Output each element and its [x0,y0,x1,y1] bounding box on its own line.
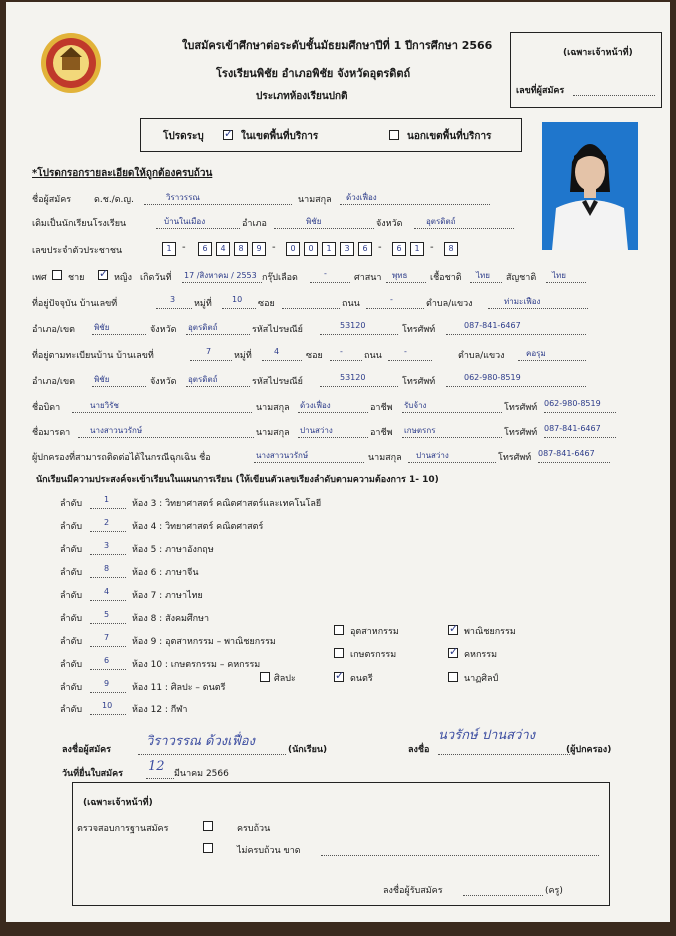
mother-job-label: อาชีพ [370,428,393,438]
pref-rank-line [90,623,126,624]
religion-line [386,282,426,283]
out-zone-label: นอกเขตพื้นที่บริการ [407,131,492,142]
pref-room: ห้อง 6 : ภาษาจีน [132,568,199,578]
father-surname-value[interactable]: ด้วงเฟื่อง [300,401,331,410]
mother-label: ชื่อมารดา [32,428,71,438]
pref-rank-value[interactable]: 6 [104,656,110,665]
applicant-signature-line [138,754,286,755]
father-phone-value[interactable]: 062-980-8519 [544,399,601,408]
receiver-role: (ครู) [545,886,563,896]
guardian-phone-label: โทรศัพท์ [498,453,532,463]
registered-moo-value[interactable]: 4 [274,347,280,356]
current-soi-line [282,308,340,309]
pref-rank-line [90,692,126,693]
official-use-box [72,782,610,906]
current-amphoe-line [92,334,146,335]
current-province-line [186,334,250,335]
id-digit[interactable]: 6 [392,242,406,256]
applicant-no-field[interactable] [573,95,655,96]
id-dash: - [378,242,382,253]
father-phone-line [544,412,616,413]
pref-order-label: ลำดับ [60,705,83,715]
first-name-value[interactable]: วิราวรรณ [166,193,200,202]
current-soi-label: ซอย [258,299,275,309]
art-checkbox[interactable] [260,672,270,682]
home-economics-label: คหกรรม [464,650,498,660]
pref-rank-value[interactable]: 10 [102,701,113,710]
submit-day-line [146,778,174,779]
art-label: ศิลปะ [274,674,296,684]
instructions: *โปรดกรอกรายละเอียดให้ถูกต้องครบถ้วน [32,168,213,179]
dance-label: นาฏศิลป์ [464,674,499,684]
mother-phone-label: โทรศัพท์ [504,428,538,438]
parent-signature-label: ลงชื่อ [408,745,430,755]
current-moo-value[interactable]: 10 [232,295,243,304]
current-tambon-value[interactable]: ท่ามะเฟือง [504,297,541,306]
mother-surname-label: นามสกุล [256,428,290,438]
pref-room: ห้อง 4 : วิทยาศาสตร์ คณิตศาสตร์ [132,522,264,532]
prev-district-label: อำเภอ [242,219,267,229]
current-postal-label: รหัสไปรษณีย์ [252,325,303,335]
id-dash: - [272,242,276,253]
father-name-line [72,412,252,413]
in-zone-label: ในเขตพื้นที่บริการ [241,131,319,142]
registered-postal-line [320,386,398,387]
home-economics-checkbox[interactable] [448,648,458,658]
current-road-value[interactable]: - [390,295,393,304]
registered-tambon-line [518,360,586,361]
pref-order-label: ลำดับ [60,614,83,624]
blood-value[interactable]: - [324,269,327,278]
pref-order-label: ลำดับ [60,499,83,509]
id-digit[interactable]: 1 [162,242,176,256]
registered-amphoe-value[interactable]: พิชัย [94,375,110,384]
registered-house-line [190,360,232,361]
current-amphoe-label: อำเภอ/เขต [32,325,75,335]
applicant-photo [542,122,638,250]
current-postal-line [320,334,398,335]
pref-rank-value[interactable]: 8 [104,564,110,573]
mother-name-value[interactable]: นางสาวนวรักษ์ [90,426,143,435]
current-amphoe-value[interactable]: พิชัย [94,323,110,332]
first-name-line [144,204,292,205]
pref-room: ห้อง 8 : สังคมศึกษา [132,614,210,624]
father-job-line [402,412,502,413]
id-digit[interactable]: 0 [304,242,318,256]
dance-checkbox[interactable] [448,672,458,682]
female-checkbox[interactable] [98,270,108,280]
complete-checkbox[interactable] [203,821,213,831]
religion-value[interactable]: พุทธ [392,271,408,280]
submit-date-rest: มีนาคม 2566 [174,769,229,779]
pref-rank-line [90,646,126,647]
id-digit[interactable]: 8 [444,242,458,256]
id-digit[interactable]: 6 [198,242,212,256]
registered-road-value[interactable]: - [404,347,407,356]
pref-room: ห้อง 11 : ศิลปะ – ดนตรี [132,683,226,693]
registered-amphoe-line [92,386,146,387]
mother-name-line [78,437,254,438]
pref-order-label: ลำดับ [60,545,83,555]
guardian-surname-value[interactable]: ปานสว่าง [416,451,449,460]
race-line [470,282,502,283]
current-postal-value[interactable]: 53120 [340,321,366,330]
registered-amphoe-label: อำเภอ/เขต [32,377,75,387]
id-digit[interactable]: 6 [358,242,372,256]
receiver-label: ลงชื่อผู้รับสมัคร [383,886,443,896]
school-name: โรงเรียนพิชัย อำเภอพิชัย จังหวัดอุตรดิตถ์ [216,67,411,80]
pref-rank-line [90,577,126,578]
prefix-label: ด.ช./ด.ญ. [94,195,134,205]
registered-soi-label: ซอย [306,351,323,361]
pref-order-label: ลำดับ [60,568,83,578]
pref-order-label: ลำดับ [60,660,83,670]
registered-road-label: ถนน [364,351,382,361]
nation-value[interactable]: ไทย [552,271,566,280]
complete-label: ครบถ้วน [237,824,271,834]
current-phone-value[interactable]: 087-841-6467 [464,321,521,330]
prev-district-value[interactable]: พิชัย [306,217,322,226]
pref-rank-value[interactable]: 9 [104,679,110,688]
parent-signature[interactable]: นวรักษ์ ปานสว่าง [438,728,536,743]
birth-label: เกิดวันที่ [140,273,172,283]
agriculture-checkbox[interactable] [334,648,344,658]
mother-job-line [402,437,502,438]
commerce-label: พาณิชยกรรม [464,627,516,637]
current-moo-line [222,308,256,309]
registered-phone-line [446,386,586,387]
registered-tambon-label: ตำบล/แขวง [458,351,505,361]
industry-label: อุตสาหกรรม [350,627,399,637]
current-address-label: ที่อยู่ปัจจุบัน บ้านเลขที่ [32,299,118,309]
id-digit[interactable]: 8 [234,242,248,256]
current-road-line [366,308,424,309]
pref-rank-value[interactable]: 7 [104,633,110,642]
registered-tambon-value[interactable]: คอรุม [526,349,546,358]
pref-order-label: ลำดับ [60,637,83,647]
class-type: ประเภทห้องเรียนปกติ [256,91,348,102]
birth-value[interactable]: 17 /สิงหาคม / 2553 [184,271,257,280]
father-label: ชื่อบิดา [32,403,61,413]
pref-rank-line [90,669,126,670]
registered-soi-line [330,360,362,361]
current-tambon-label: ตำบล/แขวง [426,299,473,309]
guardian-phone-value[interactable]: 087-841-6467 [538,449,595,458]
female-label: หญิง [114,273,132,283]
guardian-name-line [254,462,364,463]
id-dash: - [430,242,434,253]
receiver-signature-field[interactable] [463,895,543,896]
pref-order-label: ลำดับ [60,591,83,601]
registered-postal-label: รหัสไปรษณีย์ [252,377,303,387]
current-road-label: ถนน [342,299,360,309]
father-job-value[interactable]: รับจ้าง [404,401,427,410]
prev-province-label: จังหวัด [376,219,403,229]
missing-items-field[interactable] [321,855,599,856]
registered-province-line [186,386,250,387]
pref-order-label: ลำดับ [60,683,83,693]
official-box-title: (เฉพาะเจ้าหน้าที่) [83,798,153,808]
incomplete-label: ไม่ครบถ้วน ขาด [237,846,301,856]
father-surname-label: นามสกุล [256,403,290,413]
race-value[interactable]: ไทย [476,271,490,280]
student-photo-icon [542,122,638,250]
registered-phone-value[interactable]: 062-980-8519 [464,373,521,382]
sex-label: เพศ [32,273,47,283]
prev-district-line [274,228,374,229]
zone-label: โปรดระบุ [163,131,204,142]
incomplete-checkbox[interactable] [203,843,213,853]
music-checkbox[interactable] [334,672,344,682]
current-phone-label: โทรศัพท์ [402,325,436,335]
prev-school-label: เดิมเป็นนักเรียนโรงเรียน [32,219,127,229]
guardian-label: ผู้ปกครองที่สามารถติดต่อได้ในกรณีฉุกเฉิน ชื่อ [32,453,211,463]
pref-rank-line [90,600,126,601]
id-digit[interactable]: 9 [252,242,266,256]
preferences-heading: นักเรียนมีความประสงค์จะเข้าเรียนในแผนการเรียน (ให้เขียนตัวเลขเรียงลำดับตามความต้องการ 1- 10) [36,475,439,485]
mother-phone-value[interactable]: 087-841-6467 [544,424,601,433]
father-surname-line [298,412,368,413]
parent-role: (ผู้ปกครอง) [566,745,612,755]
school-logo-icon [40,32,102,94]
father-job-label: อาชีพ [370,403,393,413]
prev-province-line [414,228,514,229]
pref-order-label: ลำดับ [60,522,83,532]
id-digit[interactable]: 3 [340,242,354,256]
industry-checkbox[interactable] [334,625,344,635]
registered-moo-line [262,360,302,361]
current-phone-line [446,334,586,335]
guardian-surname-line [408,462,496,463]
registered-province-label: จังหวัด [150,377,177,387]
guardian-phone-line [538,462,610,463]
agriculture-label: เกษตรกรรม [350,650,397,660]
current-house-value[interactable]: 3 [170,295,176,304]
registered-address-label: ที่อยู่ตามทะเบียนบ้าน บ้านเลขที่ [32,351,154,361]
pref-room: ห้อง 5 : ภาษาอังกฤษ [132,545,214,555]
prev-school-line [156,228,240,229]
parent-signature-line [438,754,570,755]
registered-phone-label: โทรศัพท์ [402,377,436,387]
pref-rank-value[interactable]: 2 [104,518,110,527]
birth-line [182,282,262,283]
male-checkbox[interactable] [52,270,62,280]
guardian-surname-label: นามสกุล [368,453,402,463]
official-number-box [510,32,662,108]
father-phone-label: โทรศัพท์ [504,403,538,413]
father-name-value[interactable]: นายวิรัช [90,401,119,410]
form-title: ใบสมัครเข้าศึกษาต่อระดับชั้นมัธยมศึกษาปีที่ 1 ปีการศึกษา 2566 [182,39,493,52]
prev-school-value[interactable]: บ้านในเมือง [164,217,206,226]
official-only-label: (เฉพาะเจ้าหน้าที่) [563,48,633,58]
applicant-signature[interactable]: วิราวรรณ ด้วงเฟื่อง [146,734,255,749]
submit-date-label: วันที่ยื่นใบสมัคร [62,769,123,779]
pref-rank-line [90,531,126,532]
registered-moo-label: หมู่ที่ [234,351,252,361]
music-label: ดนตรี [350,674,373,684]
id-digit[interactable]: 0 [286,242,300,256]
pref-room: ห้อง 10 : เกษตรกรรม – คหกรรม [132,660,261,670]
prev-province-value[interactable]: อุตรดิตถ์ [426,217,456,226]
pref-room: ห้อง 3 : วิทยาศาสตร์ คณิตศาสตร์และเทคโนโลยี [132,499,322,509]
blood-label: กรุ๊ปเลือด [262,273,298,283]
blood-line [310,282,350,283]
current-house-line [156,308,192,309]
mother-surname-value[interactable]: ปานสว่าง [300,426,333,435]
registered-road-line [388,360,432,361]
applicant-name-label: ชื่อผู้สมัคร [32,195,72,205]
pref-rank-value[interactable]: 4 [104,587,110,596]
pref-rank-value[interactable]: 3 [104,541,110,550]
religion-label: ศาสนา [354,273,382,283]
commerce-checkbox[interactable] [448,625,458,635]
zone-box [140,118,522,152]
registered-province-value[interactable]: อุตรดิตถ์ [188,375,218,384]
registered-house-value[interactable]: 7 [206,347,212,356]
mother-phone-line [544,437,616,438]
current-moo-label: หมู่ที่ [194,299,212,309]
applicant-role: (นักเรียน) [288,745,328,755]
out-zone-checkbox[interactable] [389,130,399,140]
mother-job-value[interactable]: เกษตรกร [404,426,436,435]
male-label: ชาย [68,273,85,283]
pref-room: ห้อง 7 : ภาษาไทย [132,591,203,601]
pref-room: ห้อง 12 : กีฬา [132,705,188,715]
id-digit[interactable]: 1 [410,242,424,256]
id-dash: - [182,242,186,253]
registered-postal-value[interactable]: 53120 [340,373,366,382]
pref-rank-line [90,554,126,555]
in-zone-checkbox[interactable] [223,130,233,140]
applicant-signature-label: ลงชื่อผู้สมัคร [62,745,111,755]
surname-value[interactable]: ด้วงเฟื่อง [346,193,377,202]
id-digit[interactable]: 4 [216,242,230,256]
registered-soi-value[interactable]: - [340,347,343,356]
pref-rank-value[interactable]: 1 [104,495,110,504]
pref-rank-line [90,714,126,715]
pref-rank-value[interactable]: 5 [104,610,110,619]
nation-line [546,282,586,283]
official-check-label: ตรวจสอบการฐานสมัคร [77,824,169,834]
submit-day-value[interactable]: 12 [148,759,165,774]
application-form-paper [6,2,670,922]
current-province-value[interactable]: อุตรดิตถ์ [188,323,218,332]
applicant-no-label: เลขที่ผู้สมัคร [516,86,565,96]
pref-rank-line [90,508,126,509]
current-tambon-line [488,308,588,309]
guardian-name-value[interactable]: นางสาวนวรักษ์ [256,451,309,460]
id-label: เลขประจำตัวประชาชน [32,246,123,256]
mother-surname-line [298,437,368,438]
surname-line [340,204,490,205]
id-digit[interactable]: 1 [322,242,336,256]
surname-label: นามสกุล [298,195,332,205]
pref-room: ห้อง 9 : อุตสาหกรรม – พาณิชยกรรม [132,637,276,647]
race-label: เชื้อชาติ [430,273,462,283]
nation-label: สัญชาติ [506,273,537,283]
current-province-label: จังหวัด [150,325,177,335]
